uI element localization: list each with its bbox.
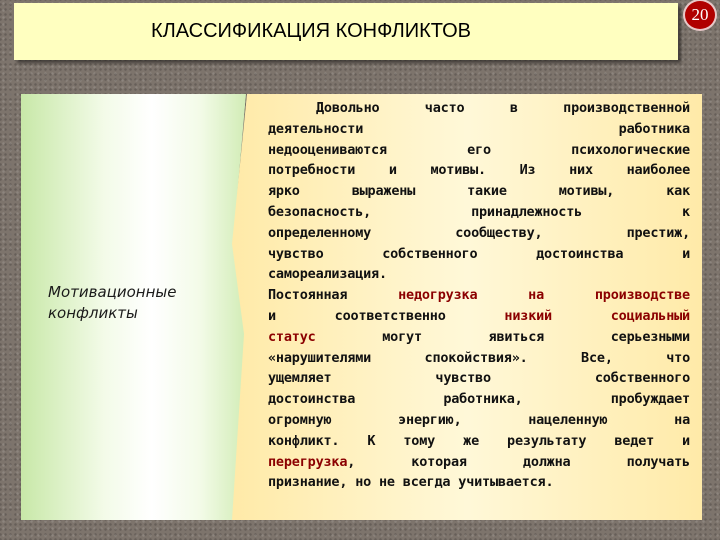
highlight-low-status: низкий социальный xyxy=(504,307,690,324)
category-label xyxy=(48,282,248,324)
text-line: достоинства работника, пробуждает xyxy=(268,391,690,408)
title-box xyxy=(14,3,678,60)
description-text xyxy=(268,98,690,493)
text-line: определенному сообществу, престиж, xyxy=(268,224,690,241)
text-line: ущемляет чувство собственного xyxy=(268,370,690,387)
highlight-status: статус xyxy=(268,328,316,345)
text-line: огромную энергию, нацеленную на xyxy=(268,411,690,428)
text-line: и соответственно низкий социальный xyxy=(268,307,690,324)
text-line: конфликт. К тому же результату ведет и xyxy=(268,432,690,449)
text-line: Довольно часто в производственной xyxy=(316,100,690,116)
text-line: безопасность, принадлежность к xyxy=(268,203,690,220)
text-line: чувство собственного достоинства и xyxy=(268,245,690,262)
category-label-line-2: конфликты xyxy=(48,304,138,322)
text-line: Постоянная недогрузка на производстве xyxy=(268,287,690,304)
text-line: недооцениваются его психологические xyxy=(268,141,690,158)
slide-number-badge xyxy=(685,1,715,29)
highlight-overload: перегрузка xyxy=(268,453,348,470)
text-line: признание, но не всегда учитывается. xyxy=(268,474,554,491)
category-label-line-1: Мотивационные xyxy=(48,283,177,301)
text-line: деятельности работника xyxy=(268,120,690,137)
text-line: ярко выражены такие мотивы, как xyxy=(268,183,690,200)
text-line: перегрузка, которая должна получать xyxy=(268,453,690,470)
text-line: «нарушителями спокойствия». Все, что xyxy=(268,349,690,366)
highlight-underload: недогрузка на производстве xyxy=(398,287,690,304)
slide-number: 20 xyxy=(691,5,709,24)
text-line: самореализация. xyxy=(268,266,387,283)
text-line: потребности и мотивы. Из них наиболее xyxy=(268,162,690,179)
slide-title: КЛАССИФИКАЦИЯ КОНФЛИКТОВ xyxy=(150,20,471,42)
text-line: статус могут явиться серьезными xyxy=(268,328,690,345)
